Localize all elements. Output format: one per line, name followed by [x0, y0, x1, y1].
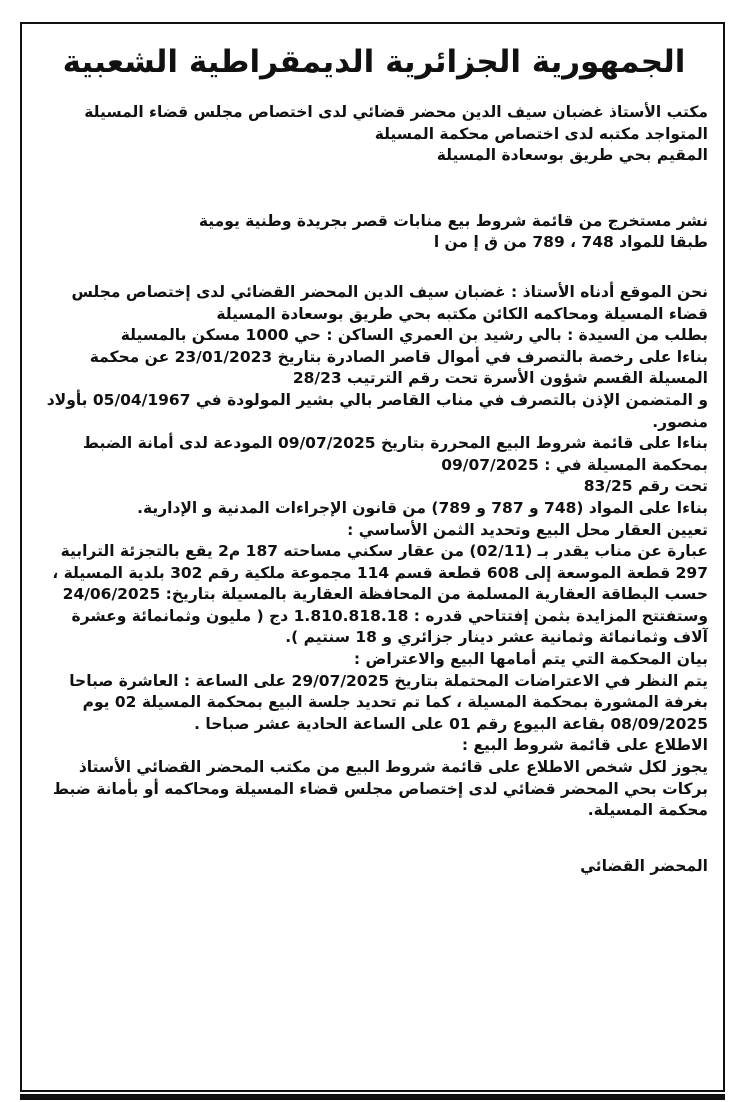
body-line: بناءا على قائمة شروط البيع المحررة بتاريخ 09/07/2025 المودعة لدى أمانة الضبط	[82, 434, 708, 453]
body-line: آلاف وثمانمائة وثمانية عشر دينار جزائري و 18 سنتيم ).	[285, 628, 708, 647]
notice-body	[40, 282, 708, 822]
body-line: الاطلاع على قائمة شروط البيع :	[461, 736, 708, 755]
body-line: بطلب من السيدة : بالي رشيد بن العمري الساكن : حي 1000 مسكن بالمسيلة	[120, 326, 708, 345]
body-line: بناءا على المواد (748 و 787 و 789) من قانون الإجراءات المدنية و الإدارية.	[137, 498, 708, 517]
body-line: منصور.	[652, 412, 708, 431]
subject-line-1: نشر مستخرج من قائمة شروط بيع منابات قصر بجريدة وطنية يومية	[198, 211, 708, 230]
body-line: 297 قطعة الموسعة إلى 608 قطعة قسم 114 مجموعة ملكية رقم 302 بلدية المسيلة ،	[52, 563, 708, 582]
office-line-3: المقيم بحي طريق بوسعادة المسيلة	[436, 146, 708, 165]
body-line: المسيلة القسم شؤون الأسرة تحت رقم الترتيب 28/23	[292, 369, 708, 388]
signature-block	[40, 856, 708, 878]
body-line: تعيين العقار محل البيع وتحديد الثمن الأساسي :	[347, 520, 708, 539]
body-line: محكمة المسيلة.	[587, 801, 708, 820]
body-line: بمحكمة المسيلة في : 09/07/2025	[441, 455, 708, 474]
body-line: تحت رقم 83/25	[583, 477, 708, 496]
body-line: يجوز لكل شخص الاطلاع على قائمة شروط البيع من مكتب المحضر القضائي الأستاذ	[78, 758, 708, 777]
page-title: الجمهورية الجزائرية الديمقراطية الشعبية	[62, 44, 686, 80]
office-line-1: مكتب الأستاذ غضبان سيف الدين محضر قضائي لدى اختصاص مجلس قضاء المسيلة	[84, 103, 708, 121]
subject-line-2: طبقا للمواد 748 ، 789 من ق إ من ا	[433, 233, 708, 252]
office-block	[40, 102, 708, 167]
body-line: 08/09/2025 بقاعة البيوع رقم 01 على الساعة الحادية عشر صباحا .	[194, 714, 708, 733]
body-line: وستفتتح المزايدة بثمن إفتتاحي قدره : 1.810.818.18 دج ( مليون وثمانمائة وعشرة	[71, 606, 708, 625]
body-line: قضاء المسيلة ومحاكمه الكائن مكتبه بحي طريق بوسعادة المسيلة	[216, 304, 708, 323]
body-line: بيان المحكمة التي يتم أمامها البيع والاعتراض :	[353, 650, 708, 669]
body-line: و المتضمن الإذن بالتصرف في مناب القاصر بالي بشير المولودة في 05/04/1967 بأولاد	[46, 390, 708, 409]
body-line: بركات بحي المحضر قضائي لدى إختصاص مجلس قضاء المسيلة ومحاكمه أو بأمانة ضبط	[52, 779, 708, 798]
bottom-rule	[20, 1094, 725, 1100]
subject-block	[40, 211, 708, 254]
body-line: نحن الموقع أدناه الأستاذ : غضبان سيف الدين المحضر القضائي لدى إختصاص مجلس	[71, 282, 708, 301]
body-line: عبارة عن مناب يقدر بـ (02/11) من عقار سكني مساحته 187 م2 يقع بالتجزئة الترابية	[60, 542, 708, 561]
body-line: يتم النظر في الاعتراضات المحتملة بتاريخ 29/07/2025 على الساعة : العاشرة صباحا	[69, 671, 708, 690]
signature-label: المحضر القضائي	[580, 856, 708, 875]
body-line: بناءا على رخصة بالتصرف في أموال قاصر الصادرة بتاريخ 23/01/2023 عن محكمة	[89, 347, 708, 366]
body-line: بغرفة المشورة بمحكمة المسيلة ، كما تم تحديد جلسة البيع بمحكمة المسيلة 02 يوم	[82, 693, 708, 712]
office-line-2: المتواجد مكتبه لدى اختصاص محكمة المسيلة	[374, 124, 708, 143]
body-line: حسب البطاقة العقارية المسلمة من المحافظة العقارية بالمسيلة بتاريخ: 24/06/2025	[62, 585, 708, 604]
legal-notice	[40, 40, 708, 877]
